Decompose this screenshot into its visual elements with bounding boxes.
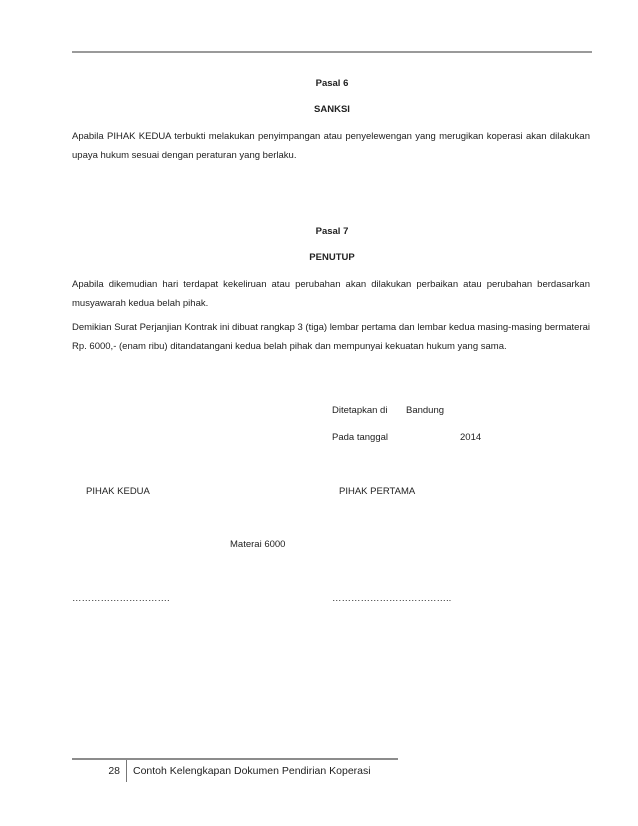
pasal-6-title: SANKSI <box>314 104 350 115</box>
place-label: Ditetapkan di <box>332 405 388 416</box>
pasal-6-paragraph: Apabila PIHAK KEDUA terbukti melakukan penyimpangan atau penyelewengan yang merugikan koperasi akan dilakukan upaya hukum sesuai dengan peraturan yang berlaku. <box>72 131 590 161</box>
pasal-7-title: PENUTUP <box>309 252 355 263</box>
date-value: 2014 <box>460 432 482 443</box>
pasal-7-number: Pasal 7 <box>315 226 349 237</box>
place-value: Bandung <box>406 405 445 416</box>
date-label: Pada tanggal <box>332 432 388 443</box>
party-one-label: PIHAK PERTAMA <box>339 486 416 497</box>
header-rule <box>72 51 592 53</box>
pasal-6-number: Pasal 6 <box>315 78 349 89</box>
pasal-7-paragraph-2: Demikian Surat Perjanjian Kontrak ini dibuat rangkap 3 (tiga) lembar pertama dan lembar kedua masing-masing bermaterai Rp. 6000,- (enam ribu) ditandatangani kedua belah pihak dan mempunyai kekuatan hukum yang sama. <box>72 322 591 352</box>
page-footer <box>72 760 371 782</box>
signature-line-party-two: …………………………. <box>72 593 170 604</box>
stamp-label: Materai 6000 <box>230 539 286 550</box>
signature-line-party-one: ……………………………….. <box>332 593 452 604</box>
party-two-label: PIHAK KEDUA <box>86 486 150 497</box>
footer-title: Contoh Kelengkapan Dokumen Pendirian Koperasi <box>133 765 371 777</box>
footer-separator <box>126 760 127 782</box>
pasal-7-paragraph-1: Apabila dikemudian hari terdapat kekeliruan atau perubahan akan dilakukan perbaikan atau perubahan berdasarkan musyawarah kedua belah pihak. <box>72 279 590 309</box>
page-number: 28 <box>108 765 120 777</box>
